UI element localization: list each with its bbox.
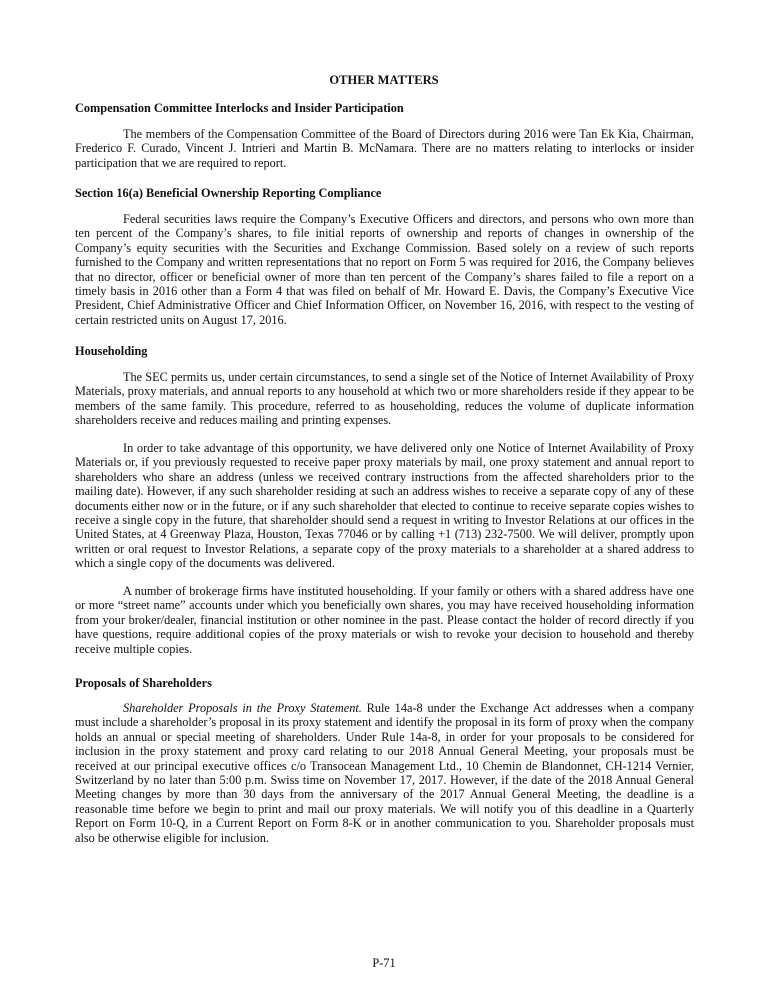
paragraph: A number of brokerage firms have instituted householding. If your family or others with a shared address have one or more “street name” accounts under which you beneficially own shares, you may have received householding information from your broker/dealer, financial institution or other nominee in the past. Please contact the holder of record directly if you have questions, require additional copies of the proxy materials or wish to revoke your decision to household and thereby receive multiple copies.	[75, 584, 694, 656]
section-heading: Proposals of Shareholders	[75, 676, 212, 690]
paragraph: The SEC permits us, under certain circumstances, to send a single set of the Notice of Internet Availability of Proxy Materials, proxy materials, and annual reports to any household at which two or more shareholders reside if they appear to be members of the same family. This procedure, referred to as householding, reduces the volume of duplicate information shareholders receive and reduces mailing and printing expenses.	[75, 370, 694, 428]
italic-lead: Shareholder Proposals in the Proxy Statement.	[123, 701, 362, 715]
paragraph: The members of the Compensation Committee of the Board of Directors during 2016 were Tan Ek Kia, Chairman, Frederico F. Curado, Vincent J. Intrieri and Martin B. McNamara. There are no matters relating to interlocks or insider participation that we are required to report.	[75, 127, 694, 170]
paragraph	[75, 701, 694, 845]
section-heading: Householding	[75, 344, 148, 358]
paragraph: Federal securities laws require the Company’s Executive Officers and directors, and persons who own more than ten percent of the Company’s shares, to file initial reports of ownership and reports of changes in ownership of the Company’s equity securities with the Securities and Exchange Commission. Based solely on a review of such reports furnished to the Company and written representations that no report on Form 5 was required for 2016, the Company believes that no director, officer or beneficial owner of more than ten percent of the Company’s shares failed to file a report on a timely basis in 2016 other than a Form 4 that was filed on behalf of Mr. Howard E. Davis, the Company’s Executive Vice President, Chief Administrative Officer and Chief Information Officer, on November 16, 2016, with respect to the vesting of certain restricted units on August 17, 2016.	[75, 212, 694, 327]
paragraph: In order to take advantage of this opportunity, we have delivered only one Notice of Internet Availability of Proxy Materials or, if you previously requested to receive paper proxy materials by mail, one proxy statement and annual report to shareholders who share an address (unless we received contrary instructions from the affected shareholders prior to the mailing date). However, if any such shareholder residing at such an address wishes to receive a separate copy of any of these documents either now or in the future, or if any such shareholder that elected to continue to receive separate copies wishes to receive a single copy in the future, that shareholder should send a request in writing to Investor Relations at our offices in the United States, at 4 Greenway Plaza, Houston, Texas 77046 or by calling +1 (713) 232-7500. We will deliver, promptly upon written or oral request to Investor Relations, a separate copy of the proxy materials to a shareholder at a shared address to which a single copy of the documents was delivered.	[75, 441, 694, 571]
page-title: OTHER MATTERS	[329, 73, 439, 87]
paragraph-text: Rule 14a-8 under the Exchange Act addresses when a company must include a shareholder’s proposal in its proxy statement and identify the proposal in its form of proxy when the company holds an annual or special meeting of shareholders. Under Rule 14a-8, in order for your proposals to be considered for inclusion in the proxy statement and proxy card relating to our 2018 Annual General Meeting, your proposals must be received at our principal executive offices c/o Transocean Management Ltd., 10 Chemin de Blandonnet, CH-1214 Vernier, Switzerland by no later than 5:00 p.m. Swiss time on November 17, 2017. However, if the date of the 2018 Annual General Meeting changes by more than 30 days from the anniversary of the 2017 Annual General Meeting, the deadline is a reasonable time before we begin to print and mail our proxy materials. We will notify you of this deadline in a Quarterly Report on Form 10-Q, in a Current Report on Form 8-K or in another communication to you. Shareholder proposals must also be otherwise eligible for inclusion.	[75, 701, 694, 845]
section-heading: Section 16(a) Beneficial Ownership Reporting Compliance	[75, 186, 382, 200]
page-number: P-71	[372, 956, 396, 970]
section-heading: Compensation Committee Interlocks and Insider Participation	[75, 101, 404, 115]
